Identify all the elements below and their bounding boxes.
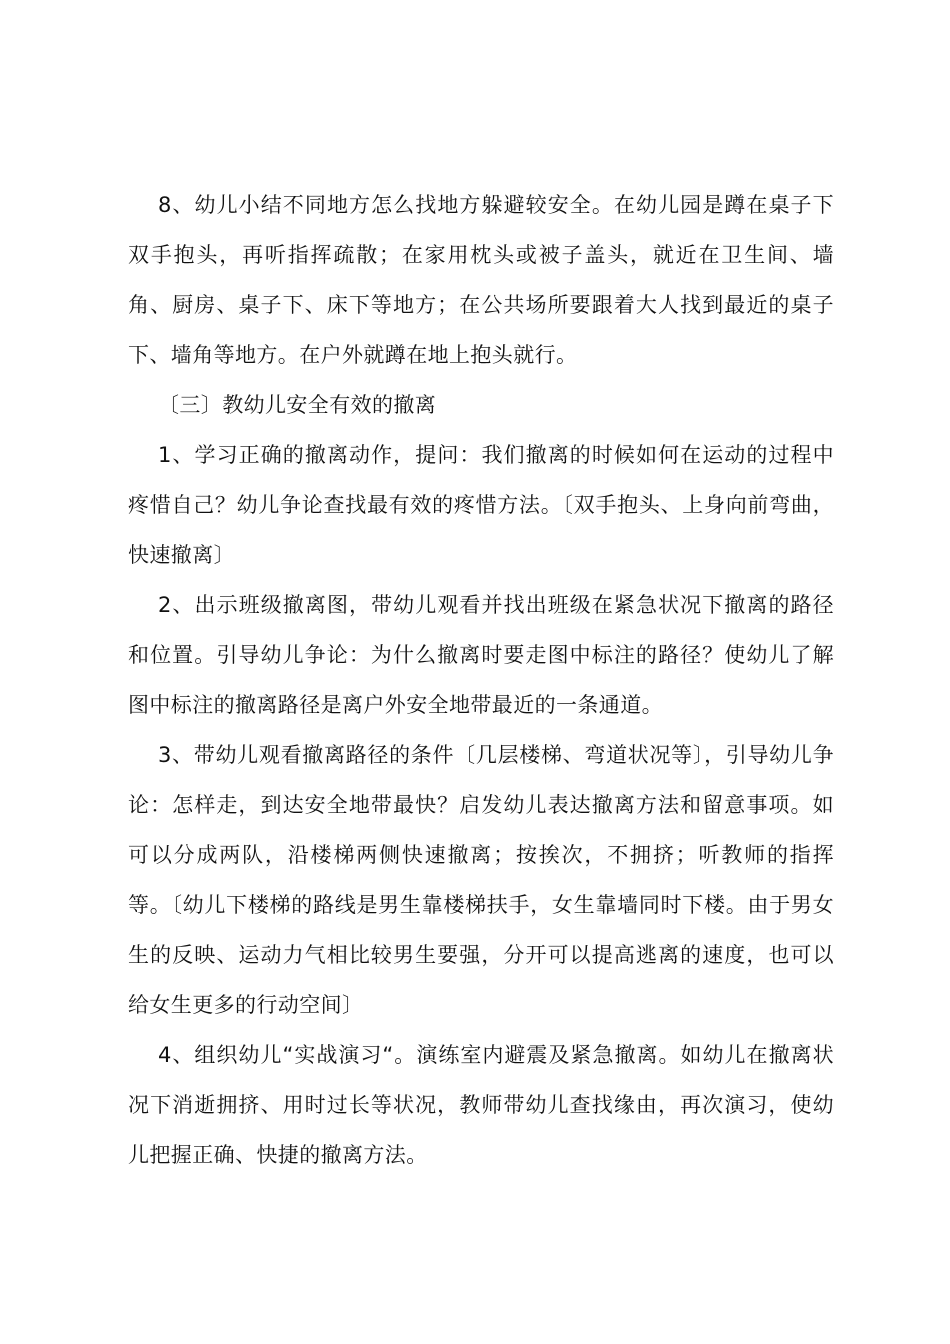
- section-heading-evacuation: 〔三〕教幼儿安全有效的撤离: [158, 393, 437, 417]
- document-body: [128, 180, 834, 1180]
- paragraph-summary-hiding-places: 8、幼儿小结不同地方怎么找地方躲避较安全。在幼儿园是蹲在桌子下双手抱头，再听指挥疏散；在家用枕头或被子盖头，就近在卫生间、墙角、厨房、桌子下、床下等地方；在公共场所要跟着大人找到最近的桌子下、墙角等地方。在户外就蹲在地上抱头就行。: [128, 193, 834, 367]
- paragraph-evacuation-action: 1、学习正确的撤离动作，提问：我们撤离的时候如何在运动的过程中疼惜自己？幼儿争论查找最有效的疼惜方法。〔双手抱头、上身向前弯曲，快速撤离〕: [128, 443, 834, 567]
- paragraph-evacuation-route-conditions: 3、带幼儿观看撤离路径的条件〔几层楼梯、弯道状况等〕，引导幼儿争论：怎样走，到达安全地带最快？启发幼儿表达撤离方法和留意事项。如可以分成两队，沿楼梯两侧快速撤离；按挨次，不拥挤；听教师的指挥等。〔幼儿下楼梯的路线是男生靠楼梯扶手，女生靠墙同时下楼。由于男女生的反映、运动力气相比较男生要强，分开可以提高逃离的速度，也可以给女生更多的行动空间〕: [128, 743, 834, 1017]
- paragraph-evacuation-map: 2、出示班级撤离图，带幼儿观看并找出班级在紧急状况下撤离的路径和位置。引导幼儿争论：为什么撤离时要走图中标注的路径？使幼儿了解图中标注的撤离路径是离户外安全地带最近的一条通道。: [128, 593, 834, 717]
- paragraph-drill: 4、组织幼儿“实战演习“。演练室内避震及紧急撤离。如幼儿在撤离状况下消逝拥挤、用时过长等状况，教师带幼儿查找缘由，再次演习，使幼儿把握正确、快捷的撤离方法。: [128, 1043, 834, 1167]
